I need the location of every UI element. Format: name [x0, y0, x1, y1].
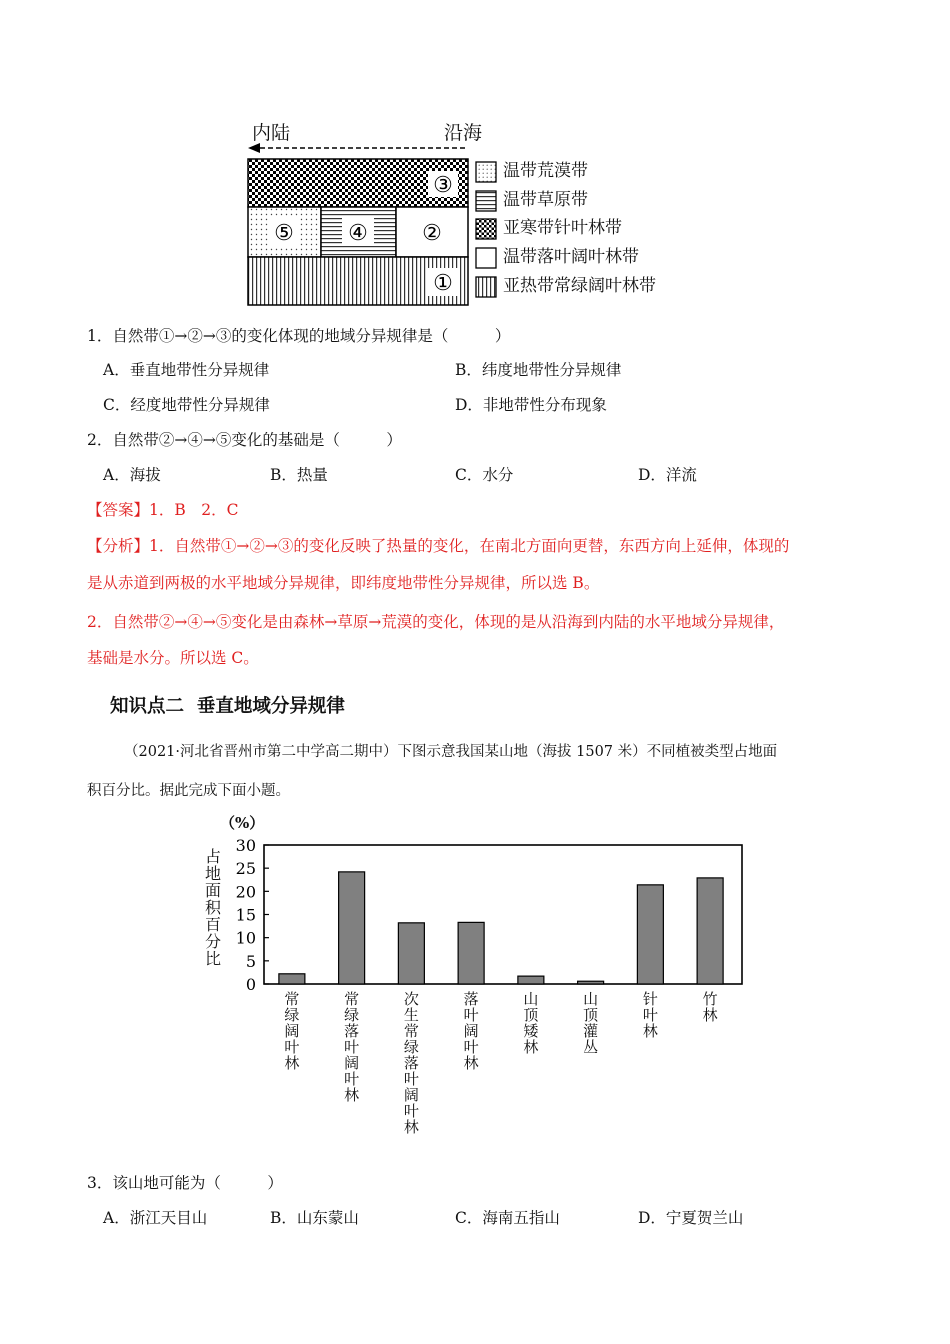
question-3-option-b: B．山东蒙山 [270, 1209, 359, 1227]
question-2-stem: 2．自然带②→④→⑤变化的基础是（ ） [87, 431, 402, 449]
question-3-option-a: A．浙江天目山 [103, 1209, 208, 1227]
chart-y-tick-label: 10 [235, 928, 256, 948]
chart-x-label: 常绿阔叶林 [284, 990, 300, 1072]
direction-arrow-head [248, 143, 260, 153]
chart-bar [637, 885, 663, 984]
legend-swatch-steppe [476, 191, 496, 211]
chart-y-tick-label: 0 [245, 975, 256, 994]
chart-x-label: 常绿落叶阔叶林 [344, 990, 360, 1104]
analysis-tag: 【分析】 [87, 537, 150, 555]
chart-x-label: 竹林 [702, 990, 718, 1024]
chart-bar [578, 981, 604, 984]
chart-bar [697, 878, 723, 984]
coastal-label: 沿海 [444, 122, 483, 144]
question-1-option-d: D．非地带性分布现象 [455, 396, 607, 414]
question-1-option-c: C．经度地带性分异规律 [103, 396, 270, 414]
question-2-option-a: A．海拔 [103, 466, 161, 484]
chart-y-tick-label: 5 [245, 951, 256, 971]
zone-2-mark: ② [422, 221, 442, 246]
question-3-option-d: D．宁夏贺兰山 [638, 1209, 744, 1227]
zone-3-mark: ③ [433, 173, 453, 198]
chart-x-label: 落叶阔叶林 [463, 990, 479, 1072]
question-2-option-c: C．水分 [455, 466, 514, 484]
analysis-line-3: 2．自然带②→④→⑤变化是由森林→草原→荒漠的变化，体现的是从沿海到内陆的水平地域分异规律， [87, 613, 785, 631]
legend-label-desert: 温带荒漠带 [503, 161, 588, 181]
zone-5-mark: ⑤ [274, 221, 294, 246]
zone-4-mark: ④ [348, 221, 368, 246]
chart-x-label: 次生常绿落叶阔叶林 [403, 990, 419, 1136]
analysis-line-1 [87, 536, 789, 556]
inland-label: 内陆 [252, 122, 291, 144]
chart-x-label: 针叶林 [642, 990, 658, 1040]
analysis-text-1: 1．自然带①→②→③的变化反映了热量的变化，在南北方面向更替，东西方向上延伸，体现的 [149, 537, 790, 555]
question-2-option-b: B．热量 [270, 466, 328, 484]
answer-text: 1．B 2．C [149, 501, 239, 519]
chart-bar [339, 872, 365, 984]
chart-bar [279, 974, 305, 984]
intro-line-1: （2021·河北省晋州市第二中学高二期中）下图示意我国某山地（海拔 1507 米）不同植被类型占地面 [124, 744, 778, 760]
chart-plot [228, 838, 748, 994]
answer-line [87, 500, 239, 520]
chart-bar [458, 922, 484, 984]
legend-label-taiga: 亚寒带针叶林带 [503, 218, 622, 238]
question-1-stem: 1．自然带①→②→③的变化体现的地域分异规律是（ ） [87, 327, 511, 345]
zone-1-mark: ① [433, 271, 453, 296]
question-1-option-a: A．垂直地带性分异规律 [103, 361, 270, 379]
legend-swatch-desert [476, 162, 496, 182]
chart-x-label: 山顶矮林 [523, 990, 539, 1056]
chart-frame [264, 845, 742, 984]
intro-line-2: 积百分比。据此完成下面小题。 [87, 783, 290, 799]
chart-bar [518, 976, 544, 984]
chart-bar [398, 923, 424, 984]
chart-unit-label: （%） [220, 814, 265, 832]
legend-swatch-deciduous [476, 248, 496, 268]
question-3-option-c: C．海南五指山 [455, 1209, 560, 1227]
chart-x-label: 山顶灌丛 [583, 990, 599, 1056]
zone-diagram [240, 138, 480, 308]
chart-y-tick-label: 25 [235, 859, 256, 879]
question-1-option-b: B．纬度地带性分异规律 [455, 361, 622, 379]
legend-swatch-taiga [476, 219, 496, 239]
chart-y-axis-title: 占地面积百分比 [204, 847, 221, 968]
chart-y-tick-label: 20 [235, 882, 256, 902]
analysis-line-4: 基础是水分。所以选 C。 [87, 649, 259, 667]
legend-label-steppe: 温带草原带 [503, 190, 588, 210]
answer-tag: 【答案】 [87, 501, 150, 519]
legend-swatches [474, 160, 500, 302]
chart-y-tick-label: 15 [235, 905, 256, 925]
legend-label-deciduous: 温带落叶阔叶林带 [503, 247, 639, 267]
legend-label-evergreen: 亚热带常绿阔叶林带 [503, 276, 656, 296]
analysis-line-2: 是从赤道到两极的水平地域分异规律，即纬度地带性分异规律，所以选 B。 [87, 574, 600, 592]
question-3-stem: 3．该山地可能为（ ） [87, 1174, 283, 1192]
section-title: 知识点二 垂直地域分异规律 [110, 696, 345, 717]
legend-swatch-evergreen [476, 277, 496, 297]
question-2-option-d: D．洋流 [638, 466, 697, 484]
chart-y-tick-label: 30 [235, 838, 256, 855]
